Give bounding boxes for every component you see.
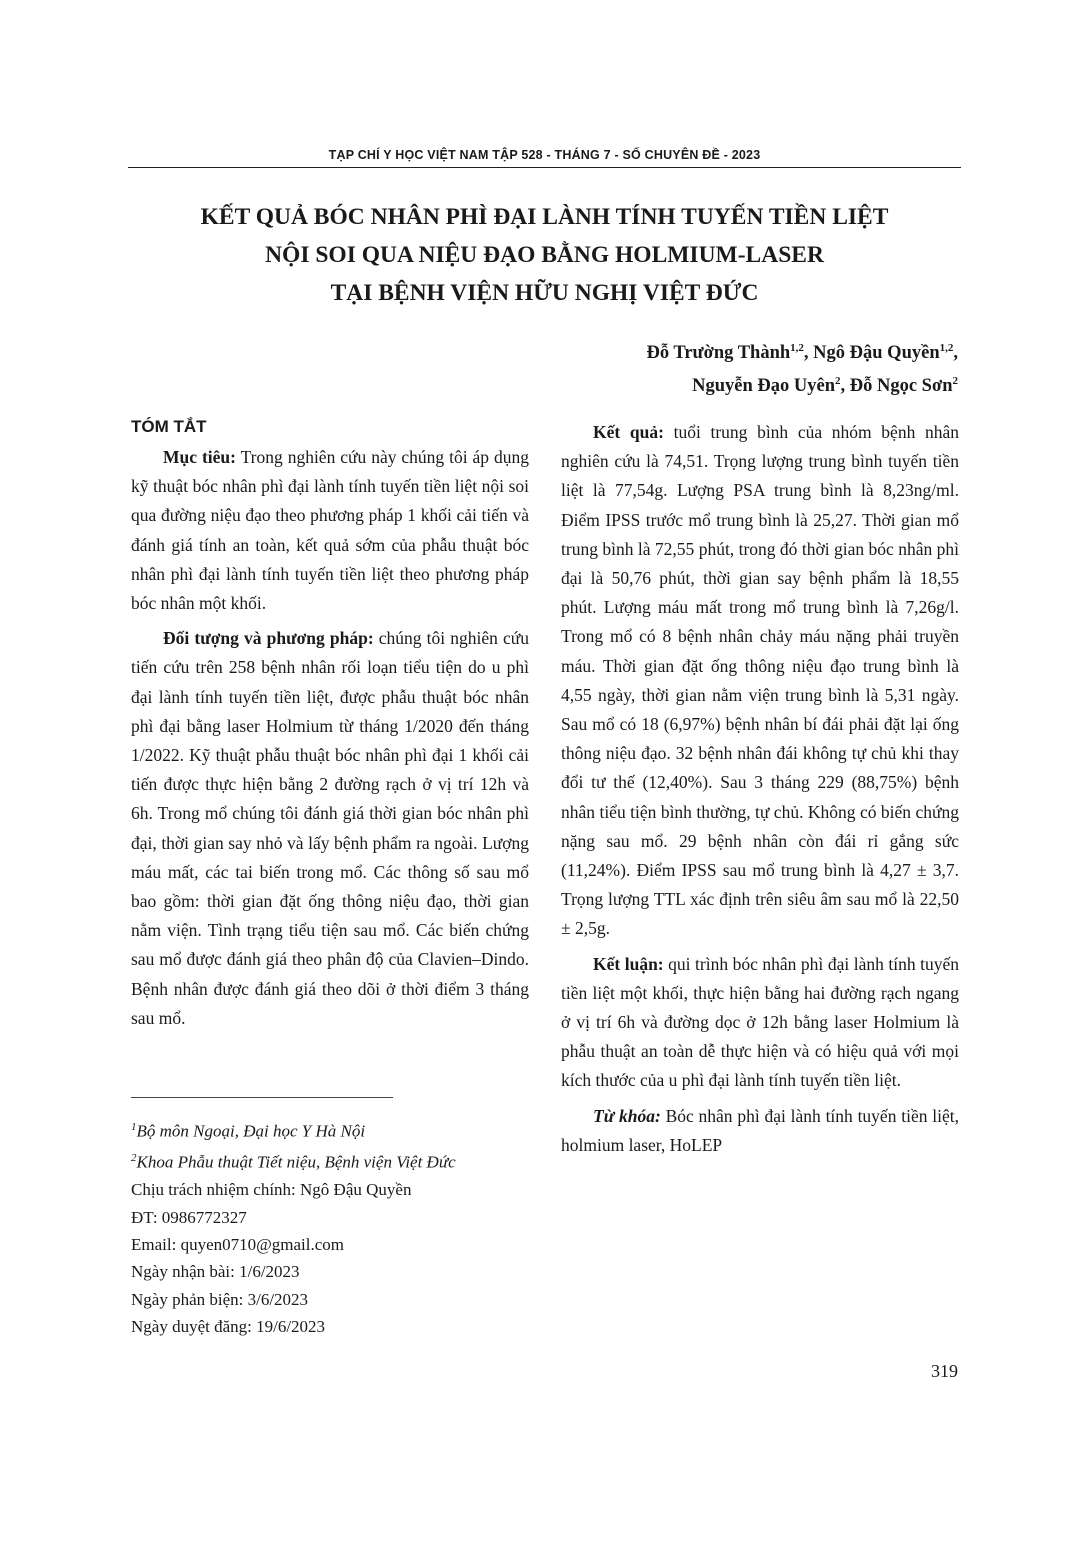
objective-paragraph xyxy=(131,443,529,618)
affiliation-sup: 1 xyxy=(131,1121,137,1133)
author-list xyxy=(646,334,958,400)
results-text: tuổi trung bình của nhóm bệnh nhân nghiên cứu là 74,51. Trọng lượng trung bình tuyến tiền liệt là 77,54g. Lượng PSA trung bình là 8,23ng/ml. Điểm IPSS trước mổ trung bình là 25,27. Thời gian mổ trung bình là 72,55 phút, trong đó thời gian bóc nhân phì đại là 50,76 phút, thời gian say bệnh phẩm là 18,55 phút. Lượng máu mất trong mổ trung bình là 7,26g/l. Trong mổ có 8 bệnh nhân chảy máu nặng phải truyền máu. Thời gian đặt ống thông niệu đạo trung bình là 4,55 ngày, thời gian nằm viện trung bình là 5,31 ngày. Sau mổ có 18 (6,97%) bệnh nhân bí đái phải đặt lại ống thông niệu đạo. 32 bệnh nhân đái không tự chủ khi thay đổi tư thế (12,40%). Sau 3 tháng 229 (88,75%) bệnh nhân tiểu tiện bình thường, tự chủ. Không có biến chứng nặng sau mổ. 29 bệnh nhân còn đái rỉ gắng sức (11,24%). Điểm IPSS sau mổ trung bình là 4,27 ± 3,7. Trọng lượng TTL xác định trên siêu âm sau mổ là 22,50 ± 2,5g. xyxy=(561,422,960,939)
conclusion-text: qui trình bóc nhân phì đại lành tính tuyến tiền liệt một khối, thực hiện bằng hai đường rạch ngang ở vị trí 6h và đường dọc ở 12h bằng laser Holmium là phẫu thuật an toàn dễ thực hiện và có hiệu quả với mọi kích thước của u phì đại lành tính tuyến tiền liệt. xyxy=(561,953,959,1091)
author-affiliation-sup: 1,2 xyxy=(939,342,954,354)
results-paragraph xyxy=(561,418,959,944)
page-number: 319 xyxy=(931,1361,958,1381)
conclusion-label: Kết luận: xyxy=(593,953,664,974)
author-line-1: Đỗ Trường Thành$^{1,2}$, Ngô Đậu Quyền$^{1,2}$, xyxy=(646,342,958,364)
methods-text: chúng tôi nghiên cứu tiến cứu trên 258 bệnh nhân rối loạn tiểu tiện do u phì đại lành tính tuyến tiền liệt, được phẫu thuật bóc nhân phì đại bằng laser Holmium từ tháng 1/2020 đến tháng 1/2022. Kỹ thuật phẫu thuật bóc nhân phì đại 1 khối cải tiến được thực hiện bằng 2 đường rạch ở vị trí 12h và 6h. Trong mổ chúng tôi đánh giá thời gian bóc nhân phì đại, thời gian say nhỏ và lấy bệnh phẩm ra ngoài. Lượng máu mất, các tai biến trong mổ. Các thông số sau mổ bao gồm: thời gian đặt ống thông niệu đạo, thời gian nằm viện. Tình trạng tiểu tiện sau mổ. Các biến chứng sau mổ được đánh giá theo phân độ của Clavien–Dindo. Bệnh nhân được đánh giá theo dõi ở thời điểm 3 tháng sau mổ. xyxy=(131,628,530,1028)
footnote-rule xyxy=(131,1097,393,1098)
author-line-2: Nguyễn Đạo Uyên$^2$, Đỗ Ngọc Sơn$^2$ xyxy=(692,375,958,397)
affiliation-sup: 2 xyxy=(131,1152,137,1165)
author-name: Nguyễn Đạo Uyên xyxy=(692,376,835,397)
keywords-paragraph xyxy=(561,1102,959,1160)
abstract-heading: TÓM TẮT xyxy=(131,417,207,436)
date-accepted: Ngày duyệt đăng: 19/6/2023 xyxy=(131,1317,326,1337)
left-column xyxy=(131,412,529,1033)
keywords-text: Bóc nhân phì đại lành tính tuyến tiền liệt, holmium laser, HoLEP xyxy=(561,1105,959,1155)
author-affiliation-sup: 2 xyxy=(834,375,841,388)
conclusion-paragraph xyxy=(561,950,959,1096)
author-name: Đỗ Ngọc Sơn xyxy=(849,376,953,397)
right-column xyxy=(561,418,959,1160)
author-name: Ngô Đậu Quyền xyxy=(813,343,940,364)
footnotes xyxy=(131,1114,551,1341)
author-name: Đỗ Trường Thành xyxy=(646,343,791,364)
corresponding-author: Chịu trách nhiệm chính: Ngô Đậu Quyền xyxy=(131,1180,412,1200)
results-label: Kết quả: xyxy=(593,422,664,442)
objective-label: Mục tiêu: xyxy=(163,447,236,467)
date-received: Ngày nhận bài: 1/6/2023 xyxy=(131,1262,300,1282)
email: Email: quyen0710@gmail.com xyxy=(131,1234,345,1254)
affiliation-text: Khoa Phẫu thuật Tiết niệu, Bệnh viện Việt Đức xyxy=(136,1152,456,1172)
header-rule xyxy=(128,167,961,168)
methods-label: Đối tượng và phương pháp: xyxy=(163,628,374,649)
keywords-label: Từ khóa: xyxy=(593,1105,661,1126)
journal-header: TẠP CHÍ Y HỌC VIỆT NAM TẬP 528 - THÁNG 7 - SỐ CHUYÊN ĐỀ - 2023 xyxy=(328,148,761,162)
phone: ĐT: 0986772327 xyxy=(131,1207,247,1227)
title-line-1: KẾT QUẢ BÓC NHÂN PHÌ ĐẠI LÀNH TÍNH TUYẾN TIỀN LIỆT xyxy=(200,204,889,230)
objective-text: Trong nghiên cứu này chúng tôi áp dụng kỹ thuật bóc nhân phì đại lành tính tuyến tiền liệt nội soi qua đường niệu đạo theo phương pháp 1 khối cải tiến và đánh giá tính an toàn, kết quả sớm của phẫu thuật bóc nhân phì đại lành tính tuyến tiền liệt theo phương pháp bóc nhân một khối. xyxy=(131,447,529,614)
date-reviewed: Ngày phản biện: 3/6/2023 xyxy=(131,1289,309,1309)
affiliation-text: Bộ môn Ngoại, Đại học Y Hà Nội xyxy=(136,1121,366,1141)
title-line-2: NỘI SOI QUA NIỆU ĐẠO BẰNG HOLMIUM-LASER xyxy=(265,242,824,268)
affiliation-1 xyxy=(131,1114,551,1145)
author-affiliation-sup: 1,2 xyxy=(790,342,804,354)
title-line-3: TẠI BỆNH VIỆN HỮU NGHỊ VIỆT ĐỨC xyxy=(330,280,759,306)
methods-paragraph xyxy=(131,624,529,1033)
article-title xyxy=(128,198,961,312)
author-affiliation-sup: 2 xyxy=(952,375,958,388)
affiliation-2 xyxy=(131,1145,551,1176)
